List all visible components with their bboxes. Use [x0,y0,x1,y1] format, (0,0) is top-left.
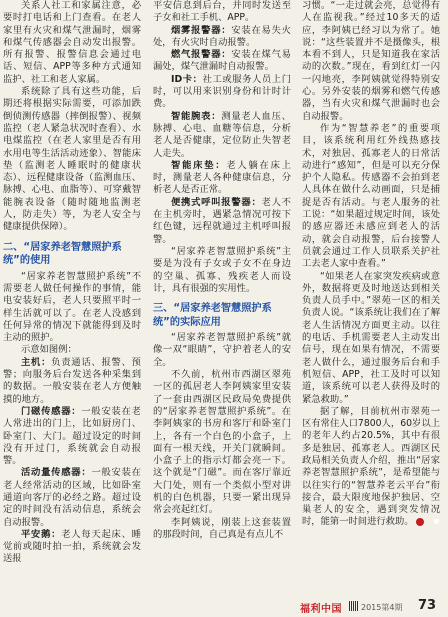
definition-item [153,111,291,160]
paragraph: “如果老人在家突发疾病或意外，数据将更及时地送达到相关负责人员手中。”翠苑一区的相关负责人说。“该系统让我们在了解老人生活情况方面更主动。以往的电话、手机需要老人主动发出信号，现在如果有情况，不需要老人做什么，通过服务后台和手机短信、APP，社工及时可以知道，该系统可以老人获得及时的紧急救助。” [302,270,440,405]
definition-desc: 一般安装在老人常进出的门上，比如厨房门、卧室门、大门。超过设定的时间没有开过门，系统就会自动报警。 [3,405,141,467]
paragraph [302,406,440,529]
definition-desc: 安装在易失火处，有火灾时自动报警。 [153,24,291,48]
definition-term: 平安鹅： [21,528,62,540]
definition-term: 主机： [21,356,52,368]
definition-item [3,467,141,528]
barcode-icon [349,601,359,611]
text-column-2 [153,0,291,596]
definition-desc: 老人躺在床上时，测量老人各种健康信息，分析老人是否正常。 [153,159,291,196]
page-footer [0,596,448,617]
paragraph: “居家养老智慧照护系统”不需要老人做任何操作的事情，能电安装好后，老人只要照平时一样生活就可以了。在老人没感到任何异常的情况下就能得到及时主动的照护。 [3,270,141,344]
definition-desc: 社工或服务人员上门时，可以用来识别身份和计时计费。 [153,73,291,110]
definition-desc: 安装在煤气易漏处，煤气泄漏时自动报警。 [153,49,291,73]
issue-label: 2015第4期 [361,603,403,612]
section-heading-2: 二、“居家养老智慧照护系统”的使用 [3,241,122,267]
text-column-1 [3,0,141,596]
definition-desc: 老人不在主机旁时，遇紧急情况可按下红色键，远程就通过主机呼叫报警。 [153,196,291,245]
definition-term: 智能床垫： [171,159,227,171]
definition-desc: 测量老人血压、脉搏、心电、血糖等信息，分析老人是否健康，定位防止失智老人走失。 [153,110,291,159]
paragraph: “居家养老智慧照护系统”主要是为没有子女或子女不在身边的空巢、孤寡、残疾老人而设计，具有很强的实用性。 [153,245,291,294]
paragraph: 不久前，杭州市西湖区翠苑一区的孤居老人李阿姨家里安装了一套由西湖区民政局免费提供的“居家养老智慧照护系统”。在李阿姨家的书房和客厅和卧室门上，各有一个白色的小盒子，上面有一根天线，开关门就瞬间。小盒子上的指示灯都会亮一下。这个就是“门磁”。而在客厅靠近大门处，则有一个类似小型对讲机的白色机器，只要一紧出现异常会亮起红灯。 [153,369,291,516]
paragraph: “居家养老智慧照护系统”就像一双“眼睛”，守护着老人的安全。 [153,332,291,368]
definition-desc: 一般安装在老人经常活动的区域，比如卧室通道向客厅的必经之路。超过设定的时间没有活动信息，系统会自动报警。 [3,467,141,528]
paragraph: 作为“智慧养老”的重要项目，该系统利用红外线热感技术，对独居、孤寡老人的日常活动进行“感知”，但是可以充分保护个人隐私。传感器不会拍到老人具体在做什么动画面，只是捕捉是否有活动。与老人服务的社工说：“如果超过规定时间，该处的感应器还未感应到老人的活动，就会自动报警，后台接警人员就会通过工作人员联系关护社工去老人家中查看。” [302,122,440,270]
definition-item [153,25,291,50]
end-of-article-icon: ■ [416,518,424,526]
paragraph: 系统除了具有这些功能，后期还将根据实际需要，可添加跌倒侦测传感器（摔倒报警）、视频监控（老人紧急状况时查看）、水电煤监控（在老人家里是否有用水用电等生活活动迹象）、智能床垫（监测老人睡眠时的健康状态）、远程健康设备（监测血压、脉搏、心电、血脂等）、可穿戴智能腕表设备（随时随地监测老人，防走失）等，为老人安全与健康提供保障）。 [3,86,141,233]
definition-item [153,74,291,111]
page-number: 73 [418,598,437,613]
definition-item [153,49,291,74]
paragraph: 示意如图例： [21,344,77,356]
definition-item [3,406,141,467]
section-heading-3: 三、“居家养老智慧照护系统”的实际应用 [153,303,272,328]
definition-term: 烟雾报警器： [171,24,232,36]
paragraph: 李阿姨说，刚装上这套装置的那段时间，自己真是有点儿不 [153,516,291,540]
magazine-title: 福利中国 [300,604,342,615]
definition-term: 智能腕表： [171,110,222,122]
definition-term: 便携式呼叫报警器： [171,196,262,208]
definition-term: 活动量传感器： [21,467,92,479]
definition-desc: 老人每天起床、睡觉前或随时拍一拍，系统就会发送报 [3,528,141,565]
definition-desc: 负责通话、报警、预警；向服务后台发送各种采集到的数据。一般安装在老人方便触摸的地方。 [3,356,141,405]
definition-term: 门磁传感器： [21,405,82,417]
paragraph: 平安信息到后台，并同时发送至子女和社工手机、APP。 [153,0,291,24]
definition-term: ID卡： [171,73,203,85]
paragraph: 关系人社工和家属注意，必要时打电话和上门查看。在老人家里有火灾和煤气泄漏时，烟雾和煤气传感器会自动发出报警。所有报警、报警信息会通过电话、短信、APP等多种方式通知监护、社工和老人家属。 [3,0,141,85]
definition-item [153,197,291,246]
paragraph: 习惯。“一走过就会亮，总觉得有人在监视我。”经过10多天的适应，李阿姨已经习以为常了。她说：“这些装置并不是摄像头，根本看不到人，只是知道我在家活动的次数。”现在，看到红灯一闪一闪地亮，李阿姨就觉得特别安心。另外安装的烟雾和燃气传感器，当有火灾和煤气泄漏时也会自动报警。 [302,0,440,122]
definition-item [3,529,141,566]
text-column-3 [302,0,440,596]
definition-item [3,357,141,406]
paragraph-text: 据了解，目前杭州市翠苑一区有常住人口7800人，60岁以上的老年人约占20.5%，其中有很多是独居、孤寡老人。西湖区民政局相关负责人介绍，推出“居家养老智慧照护系统”，是希望能与以往实行的“智慧养老云平台”衔接合，最大限度地保护独居、空巢老人的安全，遇到突发情况时，能第一时间进行救助。 [302,405,440,528]
definition-term: 燃气报警器： [171,49,232,61]
definition-item [153,160,291,197]
